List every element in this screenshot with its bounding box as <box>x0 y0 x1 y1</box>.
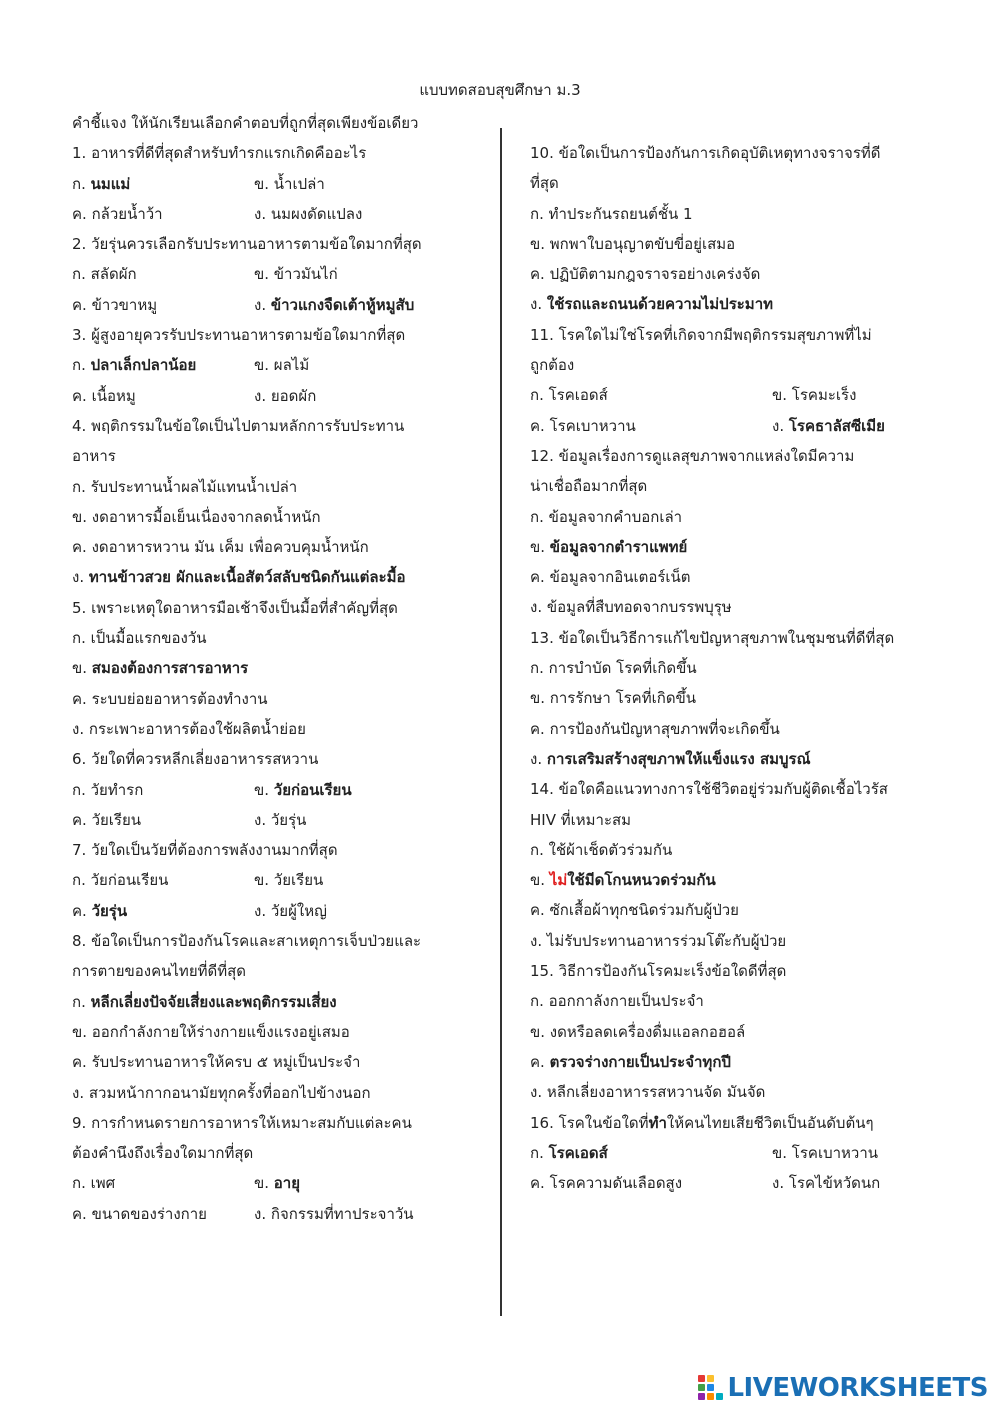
option-text: กิจกรรมที่ทาประจาวัน <box>270 1204 414 1223</box>
option-row <box>530 1138 930 1168</box>
option-letter: ข. <box>254 1174 274 1193</box>
option-letter: ค. <box>72 295 92 314</box>
text-line: ค. ปฏิบัติตามกฎจราจรอย่างเคร่งจัด <box>530 265 761 284</box>
option-choice[interactable] <box>254 805 306 835</box>
question-text: 1. อาหารที่ดีที่สุดสำหรับทำรกแรกเกิดคืออะไร <box>72 144 367 163</box>
option-text: ผลไม้ <box>273 356 310 375</box>
question-emphasis: ทำ <box>648 1113 667 1132</box>
option-letter: ค. <box>72 901 92 920</box>
text-line: ก. ข้อมูลจากคำบอกเล่า <box>530 507 683 526</box>
option-choice[interactable] <box>530 380 608 410</box>
left-column <box>72 108 492 1229</box>
correct-answer: การเสริมสร้างสุขภาพให้แข็งแรง สมบูรณ์ <box>546 749 811 768</box>
option-letter: ข. <box>254 265 274 284</box>
option-text: วัยรุ่น <box>270 810 307 829</box>
instruction-text: คำชี้แจง ให้นักเรียนเลือกคำตอบที่ถูกที่สุดเพียงข้อเดียว <box>72 114 419 132</box>
question-text: 6. วัยใดที่ควรหลีกเลี่ยงอาหารรสหวาน <box>72 750 319 769</box>
option-text: วัยก่อนเรียน <box>90 871 169 890</box>
option-choice[interactable] <box>254 259 338 289</box>
option-letter: ง. <box>772 1174 789 1193</box>
correct-answer: อายุ <box>273 1174 301 1193</box>
page-title: แบบทดสอบสุขศึกษา ม.3 <box>419 81 581 99</box>
text-line: ง. หลีกเลี่ยงอาหารรสหวานจัด มันจัด <box>530 1083 766 1102</box>
option-row <box>72 896 492 926</box>
logo-text: LIVEWORKSHEETS <box>727 1373 988 1403</box>
option-text: สลัดผัก <box>90 265 137 284</box>
option-row <box>72 350 492 380</box>
option-choice[interactable] <box>254 896 327 926</box>
correct-answer: ข้อมูลจากตำราแพทย์ <box>549 537 688 556</box>
option-choice[interactable] <box>72 775 143 805</box>
text-line: ต้องคำนึงถึงเรื่องใดมากที่สุด <box>72 1144 254 1163</box>
option-row <box>72 381 492 411</box>
option-text: วัยเรียน <box>273 871 324 890</box>
option-letter: ค. <box>72 1204 92 1223</box>
correct-answer: ใช้มีดโกนหนวดร่วมกัน <box>567 871 716 890</box>
option-letter: ค. <box>530 1052 550 1071</box>
option-letter: ข. <box>772 386 792 405</box>
text-line: ก. การบำบัด โรคที่เกิดขึ้น <box>530 659 697 678</box>
text-line: ข. งดหรือลดเครื่องดื่มแอลกอฮอล์ <box>530 1022 746 1041</box>
option-row <box>72 169 492 199</box>
option-text: นมผงดัดแปลง <box>270 204 363 223</box>
option-letter: ก. <box>530 386 549 405</box>
question-text: 4. พฤติกรรมในข้อใดเป็นไปตามหลักการรับประทาน <box>72 416 405 435</box>
text-line: ที่สุด <box>530 174 559 193</box>
footer-logo[interactable] <box>698 1368 988 1408</box>
correct-answer: หลีกเลี่ยงปัจจัยเสี่ยงและพฤติกรรมเสี่ยง <box>90 992 337 1011</box>
option-choice[interactable] <box>254 1168 300 1198</box>
option-choice[interactable] <box>530 289 930 319</box>
option-row <box>72 199 492 229</box>
option-letter: ค. <box>530 416 550 435</box>
correct-answer: ข้าวแกงจืดเต้าหู้หมูสับ <box>270 295 415 314</box>
text-line: ก. ออกกาลังกายเป็นประจำ <box>530 992 704 1011</box>
option-letter: ค. <box>72 204 92 223</box>
option-letter: ง. <box>254 386 271 405</box>
option-letter: ก. <box>72 174 91 193</box>
option-choice[interactable] <box>772 1168 880 1198</box>
question-text: 5. เพราะเหตุใดอาหารมือเช้าจึงเป็นมื้อที่สำคัญที่สุด <box>72 598 398 617</box>
correct-answer: ปลาเล็กปลาน้อย <box>90 356 197 375</box>
option-choice[interactable] <box>530 865 930 895</box>
question-text: 10. ข้อใดเป็นการป้องกันการเกิดอุบัติเหตุทางจราจรที่ดี <box>530 144 881 162</box>
option-row <box>72 1199 492 1229</box>
option-row <box>72 775 492 805</box>
text-line: ง. ข้อมูลที่สืบทอดจากบรรพบุรุษ <box>530 598 732 617</box>
text-line: ข. งดอาหารมื้อเย็นเนื่องจากลดน้ำหนัก <box>72 507 321 526</box>
option-letter: ก. <box>72 992 91 1011</box>
option-choice[interactable] <box>72 1199 207 1229</box>
option-choice[interactable] <box>254 1199 414 1229</box>
option-choice[interactable] <box>72 562 492 592</box>
option-letter: ง. <box>530 295 547 314</box>
option-letter: ง. <box>772 416 789 435</box>
question-text: 13. ข้อใดเป็นวิธีการแก้ไขปัญหาสุขภาพในชุมชนที่ดีที่สุด <box>530 628 895 647</box>
question-text: 8. ข้อใดเป็นการป้องกันโรคและสาเหตุการเจ็บป่วยและ <box>72 932 422 951</box>
option-text: วัยผู้ใหญ่ <box>270 901 327 920</box>
option-choice[interactable] <box>530 1138 608 1168</box>
text-line: ข. การรักษา โรคที่เกิดขึ้น <box>530 689 697 708</box>
option-row <box>72 259 492 289</box>
question-text: 3. ผู้สูงอายุควรรับประทานอาหารตามข้อใดมากที่สุด <box>72 326 406 345</box>
text-line: ค. ซักเสื้อผ้าทุกชนิดร่วมกับผู้ป่วย <box>530 901 739 920</box>
option-letter: ก. <box>72 871 91 890</box>
option-text: ยอดผัก <box>270 386 317 405</box>
text-line: ก. ทำประกันรถยนต์ชั้น 1 <box>530 204 693 223</box>
option-text: โรคเอดส์ <box>548 386 608 405</box>
question-text: 15. วิธีการป้องกันโรคมะเร็งข้อใดดีที่สุด <box>530 962 787 981</box>
option-text: วัยทำรก <box>90 780 144 799</box>
text-line: ก. ใช้ผ้าเช็ดตัวร่วมกัน <box>530 840 673 859</box>
option-text: เนื้อหมู <box>91 386 136 405</box>
option-letter: ข. <box>530 871 550 890</box>
option-text: โรคมะเร็ง <box>791 386 857 405</box>
correct-answer: ตรวจร่างกายเป็นประจำทุกปี <box>549 1052 731 1071</box>
option-letter: ข. <box>254 780 274 799</box>
option-letter: ค. <box>72 810 92 829</box>
text-line: ก. เป็นมื้อแรกของวัน <box>72 629 207 648</box>
option-choice[interactable] <box>72 259 137 289</box>
option-letter: ง. <box>254 901 271 920</box>
question-text <box>530 1108 930 1138</box>
text-line: ก. รับประทานน้ำผลไม้แทนน้ำเปล่า <box>72 477 298 496</box>
option-choice[interactable] <box>72 350 196 380</box>
option-choice[interactable] <box>254 381 316 411</box>
option-choice[interactable] <box>72 169 130 199</box>
text-line: อาหาร <box>72 447 116 466</box>
column-divider <box>500 128 502 1316</box>
option-letter: ก. <box>72 356 91 375</box>
option-text: วัยเรียน <box>91 810 142 829</box>
option-letter: ก. <box>72 1174 91 1193</box>
text-line: ถูกต้อง <box>530 356 575 375</box>
option-text: กล้วยน้ำว้า <box>91 204 163 223</box>
question-text-part: ให้คนไทยเสียชีวิตเป็นอันดับต้นๆ <box>666 1113 874 1132</box>
question-text: 11. โรคใดไม่ใช่โรคที่เกิดจากมีพฤติกรรมสุขภาพที่ไม่ <box>530 325 872 344</box>
option-row <box>72 805 492 835</box>
option-letter: ง. <box>72 568 89 587</box>
option-choice[interactable] <box>72 653 492 683</box>
option-letter: ง. <box>530 749 547 768</box>
option-choice[interactable] <box>72 199 163 229</box>
option-letter: ก. <box>72 265 91 284</box>
question-text: 12. ข้อมูลเรื่องการดูแลสุขภาพจากแหล่งใดมีความ <box>530 446 855 465</box>
option-choice[interactable] <box>530 744 930 774</box>
option-letter: ค. <box>530 1174 550 1193</box>
option-choice[interactable] <box>254 169 325 199</box>
text-line: ค. การป้องกันปัญหาสุขภาพที่จะเกิดขึ้น <box>530 719 780 738</box>
option-choice[interactable] <box>254 350 309 380</box>
text-line: ค. ระบบย่อยอาหารต้องทำงาน <box>72 689 268 708</box>
correct-answer: วัยรุ่น <box>91 901 128 920</box>
option-text: ข้าวมันไก่ <box>273 265 338 284</box>
correct-answer: สมองต้องการสารอาหาร <box>91 659 249 678</box>
option-letter: ง. <box>254 810 271 829</box>
text-line: ค. รับประทานอาหารให้ครบ ๕ หมู่เป็นประจำ <box>72 1053 361 1072</box>
option-text: น้ำเปล่า <box>273 174 325 193</box>
option-row <box>530 380 930 410</box>
right-column <box>530 138 930 1198</box>
highlighted-word: ไม่ <box>549 871 568 890</box>
option-choice[interactable] <box>72 987 492 1017</box>
correct-answer: วัยก่อนเรียน <box>273 780 352 799</box>
option-text: ข้าวขาหมู <box>91 295 158 314</box>
option-choice[interactable] <box>72 896 127 926</box>
option-text: โรคไข้หวัดนก <box>788 1174 881 1193</box>
option-letter: ข. <box>72 659 92 678</box>
text-line: ค. ข้อมูลจากอินเตอร์เน็ต <box>530 568 691 587</box>
correct-answer: โรคธาลัสซีเมีย <box>788 416 885 435</box>
text-line: HIV ที่เหมาะสม <box>530 810 632 829</box>
option-row <box>530 411 930 441</box>
option-row <box>72 865 492 895</box>
option-row <box>72 1168 492 1198</box>
option-choice[interactable] <box>530 411 636 441</box>
correct-answer: นมแม่ <box>90 174 131 193</box>
text-line: ง. กระเพาะอาหารต้องใช้ผลิตน้ำย่อย <box>72 719 306 738</box>
text-line: ค. งดอาหารหวาน มัน เค็ม เพื่อควบคุมน้ำหนัก <box>72 538 369 557</box>
option-letter: ง. <box>254 1204 271 1223</box>
option-choice[interactable] <box>530 1047 930 1077</box>
option-choice[interactable] <box>772 380 856 410</box>
option-choice[interactable] <box>772 1138 878 1168</box>
text-line: ข. พกพาใบอนุญาตขับขี่อยู่เสมอ <box>530 234 736 253</box>
option-text: เพศ <box>90 1174 116 1193</box>
correct-answer: โรคเอดส์ <box>548 1143 608 1162</box>
option-choice[interactable] <box>72 865 168 895</box>
option-choice[interactable] <box>254 865 323 895</box>
option-text: โรคเบาหวาน <box>549 416 636 435</box>
option-choice[interactable] <box>72 381 136 411</box>
liveworksheets-logo-icon <box>698 1375 724 1401</box>
text-line: การตายของคนไทยที่ดีที่สุด <box>72 962 247 981</box>
option-text: ขนาดของร่างกาย <box>91 1204 207 1223</box>
option-choice[interactable] <box>530 532 930 562</box>
option-letter: ง. <box>254 295 271 314</box>
option-choice[interactable] <box>72 805 141 835</box>
option-row <box>72 290 492 320</box>
question-text: 9. การกำหนดรายการอาหารให้เหมาะสมกับแต่ละคน <box>72 1113 412 1132</box>
option-choice[interactable] <box>254 290 414 320</box>
text-line: ง. สวมหน้ากากอนามัยทุกครั้งที่ออกไปข้างนอก <box>72 1083 371 1102</box>
option-text: โรคความดันเลือดสูง <box>549 1174 683 1193</box>
option-choice[interactable] <box>254 199 362 229</box>
option-letter: ข. <box>530 537 550 556</box>
question-text-part: 16. โรคในข้อใดที่ <box>530 1113 649 1132</box>
option-choice[interactable] <box>530 1168 682 1198</box>
option-letter: ข. <box>254 356 274 375</box>
text-line: น่าเชื่อถือมากที่สุด <box>530 477 648 496</box>
option-letter: ข. <box>772 1143 792 1162</box>
option-letter: ข. <box>254 871 274 890</box>
text-line: ง. ไม่รับประทานอาหารร่วมโต๊ะกับผู้ป่วย <box>530 931 787 950</box>
option-choice[interactable] <box>772 411 885 441</box>
option-choice[interactable] <box>254 775 352 805</box>
option-letter: ง. <box>254 204 271 223</box>
option-row <box>530 1168 930 1198</box>
option-text: โรคเบาหวาน <box>791 1143 879 1162</box>
correct-answer: ทานข้าวสวย ผักและเนื้อสัตว์สลับชนิดกันแต่ละมื้อ <box>88 568 406 587</box>
option-letter: ก. <box>530 1143 549 1162</box>
option-letter: ก. <box>72 780 91 799</box>
option-letter: ค. <box>72 386 92 405</box>
question-text: 2. วัยรุ่นควรเลือกรับประทานอาหารตามข้อใดมากที่สุด <box>72 235 422 254</box>
question-text: 7. วัยใดเป็นวัยที่ต้องการพลังงานมากที่สุด <box>72 841 338 860</box>
text-line: ข. ออกกำลังกายให้ร่างกายแข็งแรงอยู่เสมอ <box>72 1022 350 1041</box>
question-text: 14. ข้อใดคือแนวทางการใช้ชีวิตอยู่ร่วมกับผู้ติดเชื้อไวรัส <box>530 780 888 799</box>
option-letter: ข. <box>254 174 274 193</box>
option-choice[interactable] <box>72 290 157 320</box>
correct-answer: ใช้รถและถนนด้วยความไม่ประมาท <box>546 295 774 314</box>
option-choice[interactable] <box>72 1168 115 1198</box>
